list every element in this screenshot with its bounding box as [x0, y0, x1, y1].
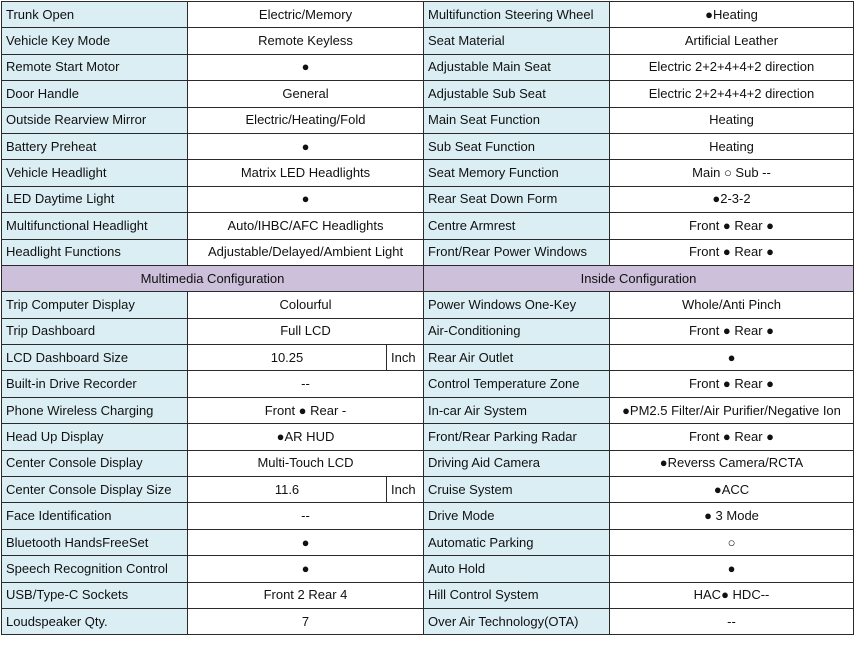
spec-value: Auto/IHBC/AFC Headlights — [188, 213, 424, 239]
spec-value: Electric/Memory — [188, 2, 424, 28]
spec-label: Auto Hold — [424, 556, 610, 582]
spec-label: Cruise System — [424, 477, 610, 503]
table-row — [2, 477, 854, 503]
spec-label: Head Up Display — [2, 424, 188, 450]
spec-label: Drive Mode — [424, 503, 610, 529]
section-header-multimedia: Multimedia Configuration — [2, 265, 424, 291]
table-row — [2, 107, 854, 133]
spec-label: Seat Material — [424, 28, 610, 54]
spec-value: General — [188, 81, 424, 107]
table-row — [2, 186, 854, 212]
spec-label: LED Daytime Light — [2, 186, 188, 212]
spec-label: Adjustable Main Seat — [424, 54, 610, 80]
spec-value: Artificial Leather — [610, 28, 854, 54]
spec-unit: Inch — [387, 477, 424, 503]
spec-label: Vehicle Key Mode — [2, 28, 188, 54]
table-row — [2, 582, 854, 608]
table-row — [2, 371, 854, 397]
spec-label: Door Handle — [2, 81, 188, 107]
spec-value: ●Reverss Camera/RCTA — [610, 450, 854, 476]
spec-label: Bluetooth HandsFreeSet — [2, 529, 188, 555]
spec-label: Air-Conditioning — [424, 318, 610, 344]
spec-label: Multifunctional Headlight — [2, 213, 188, 239]
spec-value: Heating — [610, 133, 854, 159]
spec-value: ● 3 Mode — [610, 503, 854, 529]
spec-value: Front ● Rear ● — [610, 213, 854, 239]
spec-label: Main Seat Function — [424, 107, 610, 133]
spec-label: Trunk Open — [2, 2, 188, 28]
spec-value: 11.6 — [188, 477, 387, 503]
table-row — [2, 397, 854, 423]
spec-value: -- — [188, 503, 424, 529]
table-row — [2, 318, 854, 344]
spec-value: Full LCD — [188, 318, 424, 344]
spec-label: Adjustable Sub Seat — [424, 81, 610, 107]
spec-value: ○ — [610, 529, 854, 555]
spec-label: In-car Air System — [424, 397, 610, 423]
spec-value: Remote Keyless — [188, 28, 424, 54]
table-row — [2, 450, 854, 476]
spec-value: ● — [188, 556, 424, 582]
spec-value: 7 — [188, 608, 424, 634]
table-row — [2, 81, 854, 107]
spec-value: Electric/Heating/Fold — [188, 107, 424, 133]
table-row — [2, 345, 854, 371]
spec-value: ●2-3-2 — [610, 186, 854, 212]
spec-value: Colourful — [188, 292, 424, 318]
spec-value: Whole/Anti Pinch — [610, 292, 854, 318]
spec-label: Centre Armrest — [424, 213, 610, 239]
spec-value: ● — [610, 556, 854, 582]
table-row — [2, 529, 854, 555]
spec-value: -- — [610, 608, 854, 634]
spec-label: LCD Dashboard Size — [2, 345, 188, 371]
spec-label: Phone Wireless Charging — [2, 397, 188, 423]
spec-label: Remote Start Motor — [2, 54, 188, 80]
table-row — [2, 54, 854, 80]
spec-value: Matrix LED Headlights — [188, 160, 424, 186]
spec-label: Outside Rearview Mirror — [2, 107, 188, 133]
table-row — [2, 160, 854, 186]
spec-value: ●AR HUD — [188, 424, 424, 450]
spec-table — [1, 1, 854, 635]
table-row — [2, 608, 854, 634]
spec-label: Seat Memory Function — [424, 160, 610, 186]
spec-label: Trip Dashboard — [2, 318, 188, 344]
spec-value: Front ● Rear ● — [610, 424, 854, 450]
spec-label: Front/Rear Parking Radar — [424, 424, 610, 450]
spec-value: Multi-Touch LCD — [188, 450, 424, 476]
section-header-inside: Inside Configuration — [424, 265, 854, 291]
spec-label: Speech Recognition Control — [2, 556, 188, 582]
spec-label: Built-in Drive Recorder — [2, 371, 188, 397]
spec-value: ● — [188, 54, 424, 80]
spec-value: ● — [188, 133, 424, 159]
spec-value: 10.25 — [188, 345, 387, 371]
spec-value: ● — [188, 529, 424, 555]
table-row — [2, 424, 854, 450]
spec-value: Main ○ Sub -- — [610, 160, 854, 186]
spec-label: Battery Preheat — [2, 133, 188, 159]
spec-label: Loudspeaker Qty. — [2, 608, 188, 634]
table-row — [2, 133, 854, 159]
spec-label: Center Console Display Size — [2, 477, 188, 503]
spec-label: Power Windows One-Key — [424, 292, 610, 318]
spec-value: Front 2 Rear 4 — [188, 582, 424, 608]
spec-value: Electric 2+2+4+4+2 direction — [610, 54, 854, 80]
spec-label: Multifunction Steering Wheel — [424, 2, 610, 28]
spec-value: ● — [610, 345, 854, 371]
spec-value: Heating — [610, 107, 854, 133]
spec-value: Front ● Rear ● — [610, 239, 854, 265]
table-row — [2, 292, 854, 318]
section-header-row — [2, 265, 854, 291]
spec-unit: Inch — [387, 345, 424, 371]
table-row — [2, 2, 854, 28]
spec-label: Center Console Display — [2, 450, 188, 476]
spec-label: Automatic Parking — [424, 529, 610, 555]
spec-label: Hill Control System — [424, 582, 610, 608]
spec-value: Adjustable/Delayed/Ambient Light — [188, 239, 424, 265]
spec-label: Sub Seat Function — [424, 133, 610, 159]
spec-value: Front ● Rear - — [188, 397, 424, 423]
spec-value: ●Heating — [610, 2, 854, 28]
spec-value: Front ● Rear ● — [610, 318, 854, 344]
table-row — [2, 503, 854, 529]
spec-label: Headlight Functions — [2, 239, 188, 265]
spec-value: ●ACC — [610, 477, 854, 503]
table-row — [2, 556, 854, 582]
spec-value: Front ● Rear ● — [610, 371, 854, 397]
table-row — [2, 213, 854, 239]
spec-label: Driving Aid Camera — [424, 450, 610, 476]
spec-label: Over Air Technology(OTA) — [424, 608, 610, 634]
table-row — [2, 28, 854, 54]
spec-label: Rear Air Outlet — [424, 345, 610, 371]
table-row — [2, 239, 854, 265]
spec-value: ●PM2.5 Filter/Air Purifier/Negative Ion — [610, 397, 854, 423]
spec-label: Trip Computer Display — [2, 292, 188, 318]
spec-label: Face Identification — [2, 503, 188, 529]
spec-label: Control Temperature Zone — [424, 371, 610, 397]
spec-label: Vehicle Headlight — [2, 160, 188, 186]
spec-value: Electric 2+2+4+4+2 direction — [610, 81, 854, 107]
spec-label: USB/Type-C Sockets — [2, 582, 188, 608]
spec-value: HAC● HDC-- — [610, 582, 854, 608]
spec-value: ● — [188, 186, 424, 212]
spec-value: -- — [188, 371, 424, 397]
spec-label: Rear Seat Down Form — [424, 186, 610, 212]
spec-label: Front/Rear Power Windows — [424, 239, 610, 265]
